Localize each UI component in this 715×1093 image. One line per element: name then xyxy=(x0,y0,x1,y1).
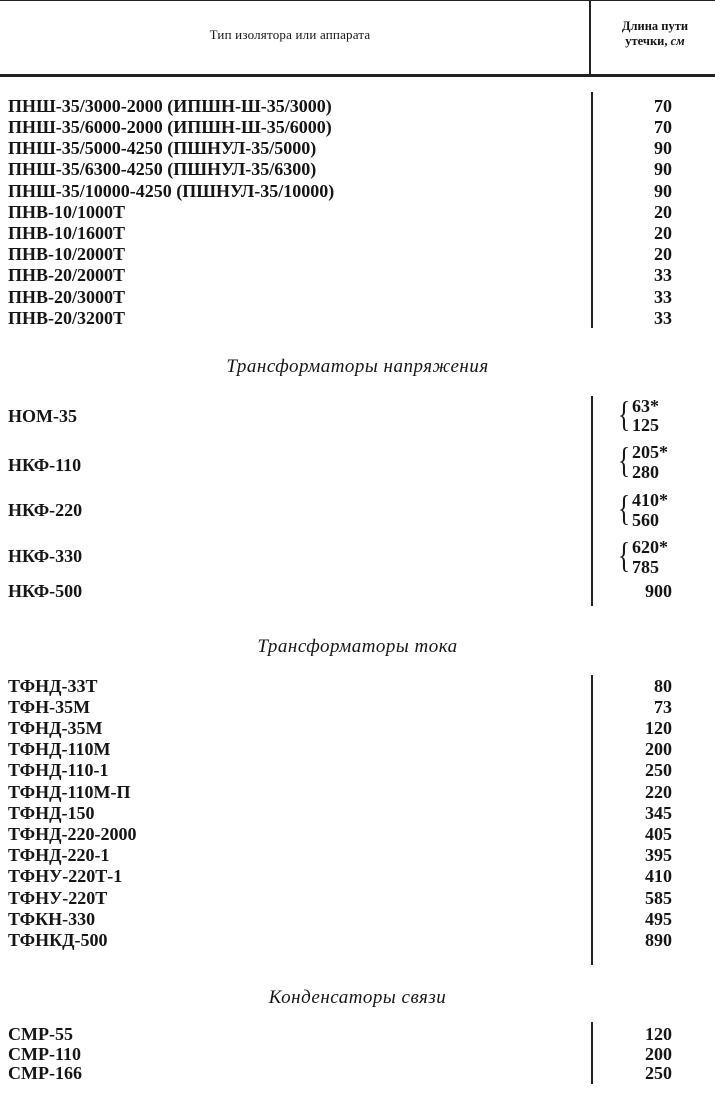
row-name: НКФ-500 xyxy=(8,581,83,601)
header-top-rule xyxy=(0,0,715,1)
row-name: ПНВ-10/1600Т xyxy=(8,223,126,243)
table-row xyxy=(0,287,715,307)
row-value: 620* xyxy=(632,537,668,557)
row-value: 33 xyxy=(654,265,672,285)
row-value: 200 xyxy=(645,1044,672,1064)
row-name: ПНВ-10/2000Т xyxy=(8,244,126,264)
row-name: ТФНД-150 xyxy=(8,803,95,823)
table-row xyxy=(0,117,715,137)
row-value: 405 xyxy=(645,824,672,844)
row-name: ТФНУ-220Т-1 xyxy=(8,866,123,886)
header-column-divider xyxy=(589,0,591,75)
row-value: 90 xyxy=(654,181,672,201)
table-row xyxy=(0,455,715,475)
table-row xyxy=(0,782,715,802)
header-length-label: утечки, xyxy=(625,34,668,48)
row-value: 73 xyxy=(654,697,672,717)
row-value: 200 xyxy=(645,739,672,759)
row-name: ТФНД-110М-П xyxy=(8,782,131,802)
table-row xyxy=(0,697,715,717)
row-value: 205* xyxy=(632,442,668,462)
table-row xyxy=(0,824,715,844)
row-value: 90 xyxy=(654,138,672,158)
table-row xyxy=(0,265,715,285)
row-value: 280 xyxy=(632,462,659,482)
row-name: ТФНД-33Т xyxy=(8,676,98,696)
row-name: НОМ-35 xyxy=(8,406,77,426)
table-row xyxy=(0,930,715,950)
row-name: ПНШ-35/6300-4250 (ПШНУЛ-35/6300) xyxy=(8,159,317,179)
row-name: ТФНД-220-1 xyxy=(8,845,110,865)
table-row xyxy=(0,546,715,566)
row-value: 90 xyxy=(654,159,672,179)
table-row xyxy=(0,159,715,179)
row-value: 585 xyxy=(645,888,672,908)
table-row xyxy=(0,1044,715,1064)
table-row xyxy=(0,739,715,759)
row-value: 560 xyxy=(632,510,659,530)
row-name: НКФ-110 xyxy=(8,455,82,475)
row-name: НКФ-220 xyxy=(8,500,83,520)
table-row xyxy=(0,760,715,780)
header-length-column xyxy=(596,19,714,49)
table-row xyxy=(0,308,715,328)
row-value: 80 xyxy=(654,676,672,696)
header-length-line2 xyxy=(596,34,714,49)
row-name: ТФН-35М xyxy=(8,697,91,717)
row-name: СМР-110 xyxy=(8,1044,81,1064)
row-name: ТФНД-220-2000 xyxy=(8,824,137,844)
row-value: 410* xyxy=(632,490,668,510)
row-value: 70 xyxy=(654,96,672,116)
row-value: 20 xyxy=(654,244,672,264)
row-value: 250 xyxy=(645,1063,672,1083)
row-name: ПНШ-35/10000-4250 (ПШНУЛ-35/10000) xyxy=(8,181,335,201)
table-row xyxy=(0,223,715,243)
section-title-voltage-transformers: Трансформаторы напряжения xyxy=(226,356,489,377)
table-row xyxy=(0,181,715,201)
row-value: 63* xyxy=(632,396,659,416)
brace-icon: { xyxy=(618,488,631,528)
row-name: ТФНД-35М xyxy=(8,718,103,738)
table-row xyxy=(0,1063,715,1083)
table-row xyxy=(0,1024,715,1044)
section-title-coupling-capacitors: Конденсаторы связи xyxy=(268,987,447,1008)
table-row xyxy=(0,803,715,823)
table-row xyxy=(0,676,715,696)
header-bottom-rule xyxy=(0,74,715,77)
row-value: 345 xyxy=(645,803,672,823)
row-name: ПНШ-35/5000-4250 (ПШНУЛ-35/5000) xyxy=(8,138,317,158)
row-name: ТФНД-110М xyxy=(8,739,111,759)
table-row xyxy=(0,138,715,158)
row-name: ПНВ-20/3000Т xyxy=(8,287,126,307)
row-name: ТФНУ-220Т xyxy=(8,888,108,908)
row-value: 70 xyxy=(654,117,672,137)
row-name: СМР-55 xyxy=(8,1024,73,1044)
row-value: 125 xyxy=(632,415,659,435)
table-row xyxy=(0,202,715,222)
row-value: 395 xyxy=(645,845,672,865)
table-row xyxy=(0,888,715,908)
row-name: ПНШ-35/6000-2000 (ИПШН-Ш-35/6000) xyxy=(8,117,332,137)
table-row xyxy=(0,96,715,116)
table-row xyxy=(0,406,715,426)
header-length-line1: Длина пути xyxy=(621,19,689,33)
row-value: 220 xyxy=(645,782,672,802)
row-value: 250 xyxy=(645,760,672,780)
row-value: 785 xyxy=(632,557,659,577)
row-name: ПНШ-35/3000-2000 (ИПШН-Ш-35/3000) xyxy=(8,96,332,116)
row-name: ПНВ-20/2000Т xyxy=(8,265,126,285)
table-row xyxy=(0,866,715,886)
table-row xyxy=(0,500,715,520)
brace-icon: { xyxy=(618,535,631,575)
row-value: 120 xyxy=(645,1024,672,1044)
row-value: 20 xyxy=(654,202,672,222)
table-row xyxy=(0,845,715,865)
brace-icon: { xyxy=(618,440,631,480)
table-row xyxy=(0,581,715,601)
brace-icon: { xyxy=(618,394,631,434)
row-value: 900 xyxy=(645,581,672,601)
row-value: 410 xyxy=(645,866,672,886)
row-value: 33 xyxy=(654,287,672,307)
row-value: 33 xyxy=(654,308,672,328)
row-value: 890 xyxy=(645,930,672,950)
row-name: ПНВ-20/3200Т xyxy=(8,308,126,328)
row-value: 20 xyxy=(654,223,672,243)
table-row xyxy=(0,909,715,929)
section-title-current-transformers: Трансформаторы тока xyxy=(257,636,458,657)
row-name: НКФ-330 xyxy=(8,546,83,566)
row-name: ТФНКД-500 xyxy=(8,930,108,950)
row-value: 495 xyxy=(645,909,672,929)
row-value: 120 xyxy=(645,718,672,738)
row-name: ТФКН-330 xyxy=(8,909,96,929)
header-type-column: Тип изолятора или аппарата xyxy=(209,27,371,42)
table-row xyxy=(0,244,715,264)
row-name: ТФНД-110-1 xyxy=(8,760,109,780)
table-row xyxy=(0,718,715,738)
header-length-unit: см xyxy=(670,34,685,48)
row-name: ПНВ-10/1000Т xyxy=(8,202,126,222)
row-name: СМР-166 xyxy=(8,1063,82,1083)
